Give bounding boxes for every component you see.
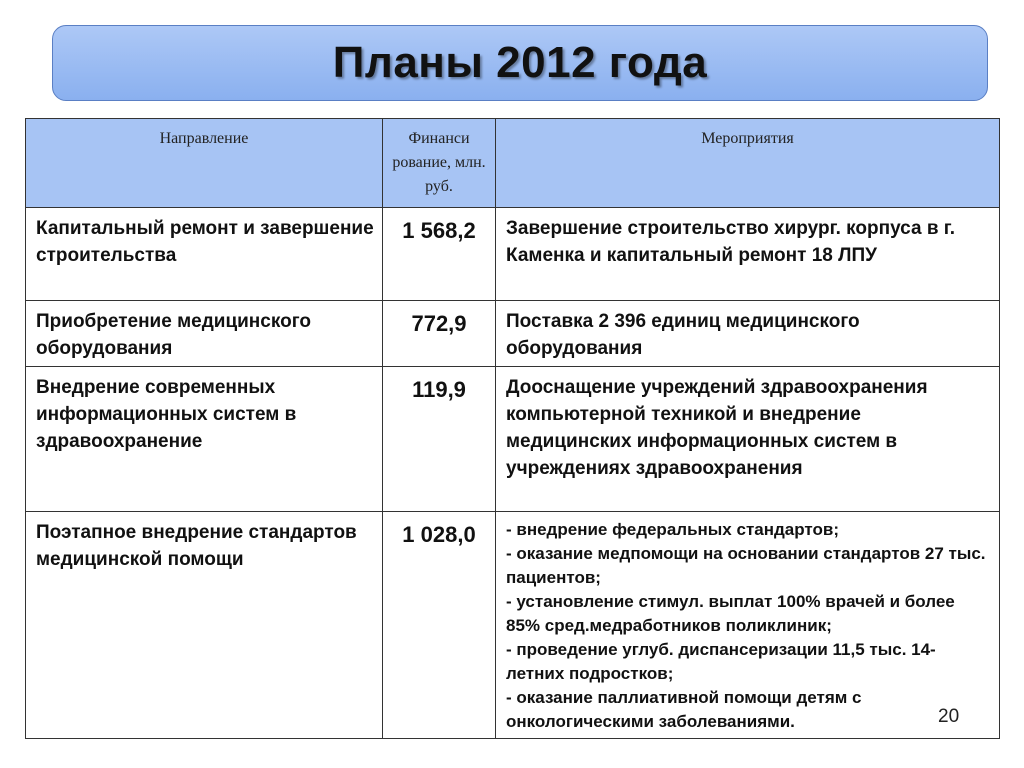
title-banner [52,25,988,101]
direction-cell: Приобретение медицинского оборудования [26,301,383,367]
activities-cell [496,208,1000,301]
page-number: 20 [938,706,960,727]
financing-cell: 119,9 [383,367,496,512]
activity-item: - внедрение федеральных стандартов; [506,520,839,539]
direction-cell: Поэтапное внедрение стандартов медицинской помощи [26,512,383,739]
activities-cell [496,367,1000,512]
activity-item: Дооснащение учреждений здравоохранения компьютерной техникой и внедрение медицинских информационных систем в учреждениях здравоохранения [506,377,928,479]
activity-item: - оказание медпомощи на основании стандартов 27 тыс. пациентов; [506,544,986,587]
financing-cell: 772,9 [383,301,496,367]
table-row [26,208,1000,301]
activities-cell [496,301,1000,367]
table-row [26,512,1000,739]
financing-cell: 1 568,2 [383,208,496,301]
table-row [26,301,1000,367]
header-activities: Мероприятия [496,119,1000,208]
header-direction: Направление [26,119,383,208]
header-financing: Финанси рование, млн. руб. [383,119,496,208]
direction-cell: Внедрение современных информационных систем в здравоохранение [26,367,383,512]
activity-item: - оказание паллиативной помощи детям с онкологическими заболеваниями. [506,688,862,731]
table-row [26,367,1000,512]
activities-cell [496,512,1000,739]
table-header-row [26,119,1000,208]
financing-cell: 1 028,0 [383,512,496,739]
activity-item: - проведение углуб. диспансеризации 11,5 тыс. 14-летних подростков; [506,640,936,683]
activity-item: Поставка 2 396 единиц медицинского оборудования [506,311,860,359]
direction-cell: Капитальный ремонт и завершение строительства [26,208,383,301]
page-title: Планы 2012 года [332,38,708,87]
activity-item: Завершение строительство хирург. корпуса в г. Каменка и капитальный ремонт 18 ЛПУ [506,218,956,266]
plans-table [25,118,1000,739]
activity-item: - установление стимул. выплат 100% врачей и более 85% сред.медработников поликлиник; [506,592,955,635]
